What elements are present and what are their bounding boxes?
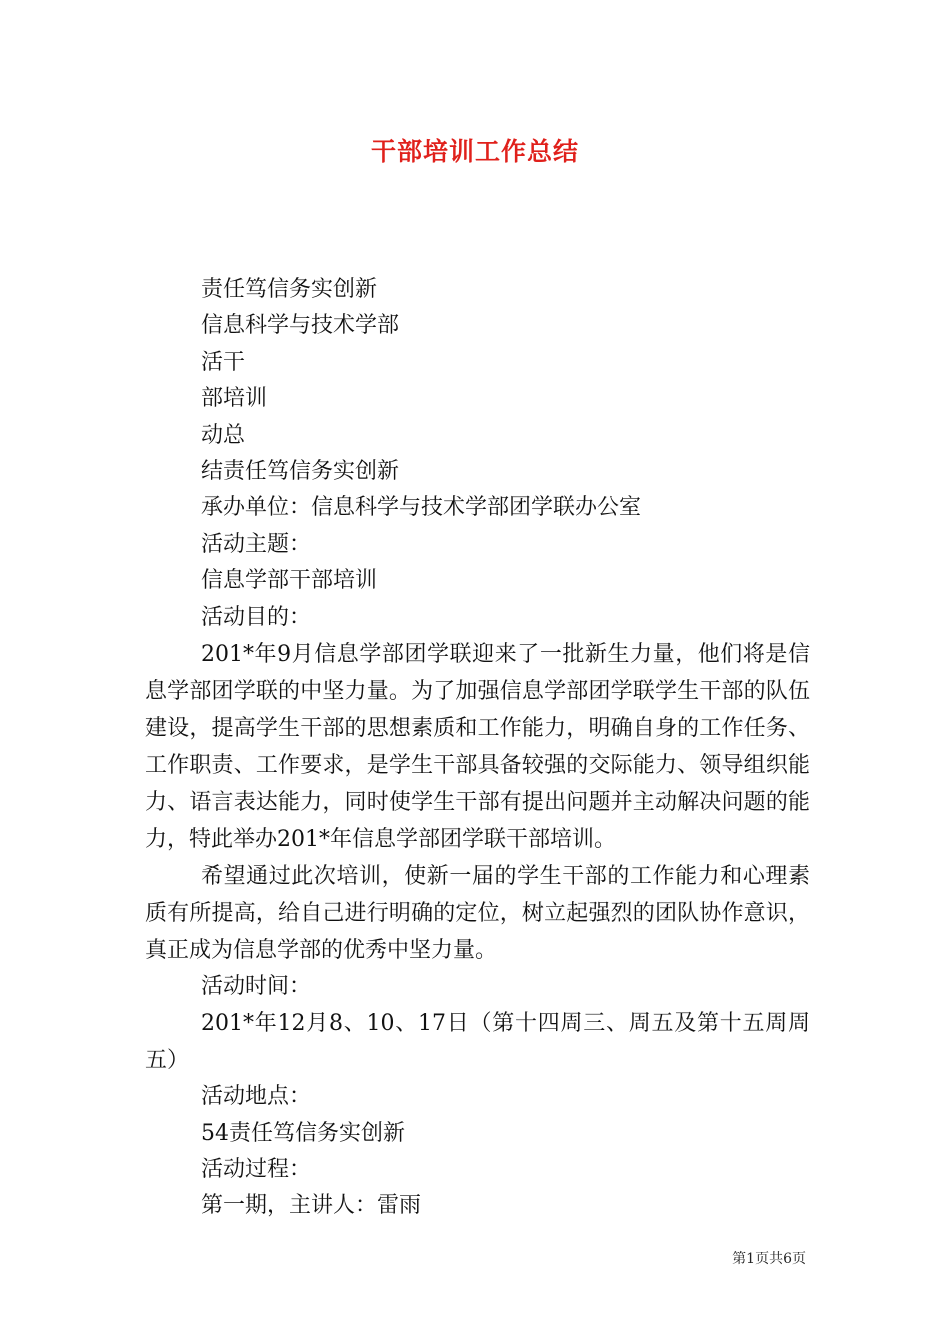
purpose-label: 活动目的：: [201, 604, 312, 630]
location-value: 54责任笃信务实创新: [201, 1120, 405, 1146]
text-line: 责任笃信务实创新: [201, 277, 378, 302]
text-line: 结责任笃信务实创新: [201, 458, 400, 484]
session-line: 第一期，主讲人：雷雨: [201, 1193, 422, 1219]
time-label: 活动时间：: [201, 973, 312, 999]
theme-value: 信息学部干部培训: [201, 568, 378, 594]
theme-label: 活动主题：: [201, 531, 312, 557]
page-number: 第1页共6页: [732, 1251, 806, 1267]
text-line: 信息科学与技术学部: [201, 313, 400, 339]
text-line: 动总: [201, 422, 246, 448]
time-paragraph: 201*年12月8、10、17日（第十四周三、周五及第十五周周五）: [145, 1011, 810, 1074]
hope-paragraph: 希望通过此次培训，使新一届的学生干部的工作能力和心理素质有所提高，给自己进行明确的定位，树立起强烈的团队协作意识，真正成为信息学部的优秀中坚力量。: [145, 863, 810, 963]
location-label: 活动地点：: [201, 1084, 312, 1110]
purpose-paragraph: 201*年9月信息学部团学联迎来了一批新生力量，他们将是信息学部团学联的中坚力量。为了加强信息学部团学联学生干部的队伍建设，提高学生干部的思想素质和工作能力，明确自身的工作任务、工作职责、工作要求，是学生干部具备较强的交际能力、领导组织能力、语言表达能力，同时使学生干部有提出问题并主动解决问题的能力，特此举办201*年信息学部团学联干部培训。: [145, 641, 810, 852]
text-line: 活干: [201, 349, 246, 375]
text-line: 部培训: [201, 386, 268, 412]
document-body: [145, 272, 810, 1225]
process-label: 活动过程：: [201, 1157, 312, 1183]
document-title: 干部培训工作总结: [370, 137, 579, 166]
organizer-line: 承办单位：信息科学与技术学部团学联办公室: [201, 495, 642, 521]
